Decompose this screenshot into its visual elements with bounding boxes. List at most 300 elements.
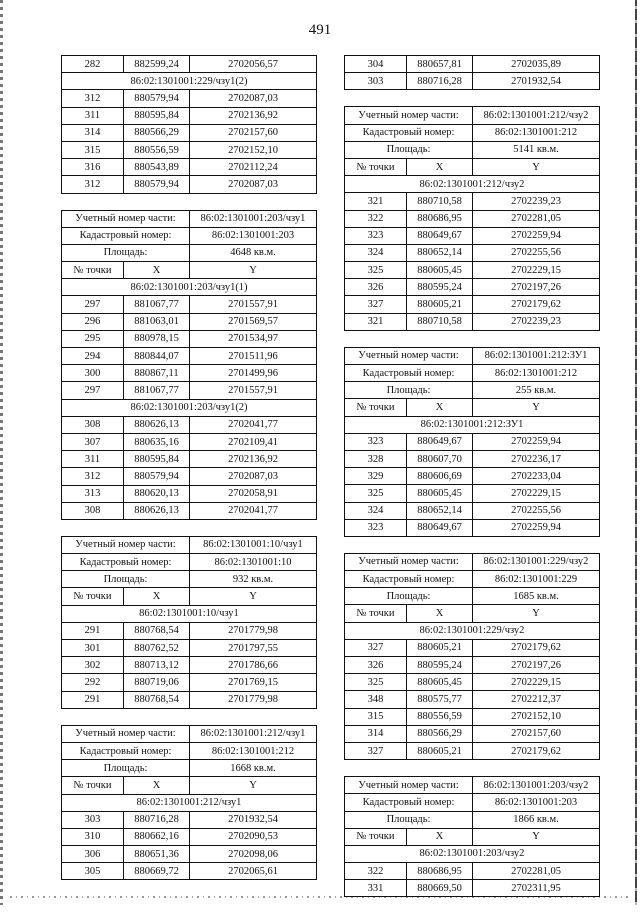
point-number-cell: 313 [62, 485, 124, 502]
point-number-cell: 321 [345, 193, 407, 210]
x-header: X [407, 828, 473, 845]
x-coordinate-cell: 880716,28 [124, 811, 190, 828]
y-coordinate-cell: 2702136,92 [190, 451, 317, 468]
y-coordinate-cell: 2702087,03 [190, 90, 317, 107]
table-row [345, 674, 600, 691]
part-number-label: Учетный номер части: [62, 725, 190, 742]
area-label: Площадь: [345, 588, 473, 605]
table-row [62, 365, 317, 382]
y-coordinate-cell: 2701932,54 [473, 73, 600, 90]
section-title: 86:02:1301001:229/чзу2 [345, 622, 600, 639]
y-coordinate-cell: 2701932,54 [190, 811, 317, 828]
x-coordinate-cell: 880595,24 [407, 657, 473, 674]
y-coordinate-cell: 2701786,66 [190, 657, 317, 674]
column-header-row [345, 158, 600, 175]
point-number-cell: 292 [62, 674, 124, 691]
table-row [345, 863, 600, 880]
y-coordinate-cell: 2701557,91 [190, 296, 317, 313]
y-coordinate-cell: 2702229,15 [473, 262, 600, 279]
x-coordinate-cell: 880595,24 [407, 279, 473, 296]
coordinate-table [344, 553, 600, 760]
x-coordinate-cell: 880716,28 [407, 73, 473, 90]
table-row [62, 846, 317, 863]
y-coordinate-cell: 2702179,62 [473, 742, 600, 759]
point-number-cell: 348 [345, 691, 407, 708]
y-coordinate-cell: 2701769,15 [190, 674, 317, 691]
table-row [345, 244, 600, 261]
point-number-cell: 312 [62, 176, 124, 193]
x-coordinate-cell: 881067,77 [124, 382, 190, 399]
left-column [61, 55, 316, 896]
table-row [62, 828, 317, 845]
y-coordinate-cell: 2702179,62 [473, 296, 600, 313]
x-coordinate-cell: 880844,07 [124, 348, 190, 365]
point-number-cell: 291 [62, 691, 124, 708]
x-coordinate-cell: 880768,54 [124, 622, 190, 639]
point-number-cell: 300 [62, 365, 124, 382]
table-row [62, 107, 317, 124]
x-coordinate-cell: 880657,81 [407, 56, 473, 73]
x-header: X [407, 158, 473, 175]
x-coordinate-cell: 880978,15 [124, 330, 190, 347]
y-coordinate-cell: 2702157,60 [190, 124, 317, 141]
cadastral-number-label: Кадастровый номер: [345, 794, 473, 811]
table-row [62, 468, 317, 485]
point-number-cell: 302 [62, 657, 124, 674]
part-number-label: Учетный номер части: [62, 210, 190, 227]
coordinate-table [61, 55, 317, 194]
table-row [62, 348, 317, 365]
table-row [345, 73, 600, 90]
section-title-row [345, 622, 600, 639]
part-number-label: Учетный номер части: [345, 107, 473, 124]
x-coordinate-cell: 880556,59 [407, 708, 473, 725]
y-coordinate-cell: 2702041,77 [190, 502, 317, 519]
x-coordinate-cell: 880605,45 [407, 485, 473, 502]
y-coordinate-cell: 2702259,94 [473, 433, 600, 450]
y-coordinate-cell: 2702311,95 [473, 880, 600, 897]
point-number-cell: 326 [345, 657, 407, 674]
area-value: 5141 кв.м. [473, 141, 600, 158]
x-coordinate-cell: 880605,45 [407, 262, 473, 279]
y-coordinate-cell: 2702281,05 [473, 210, 600, 227]
point-number-cell: 323 [345, 519, 407, 536]
section-title-row [62, 399, 317, 416]
y-coordinate-cell: 2701557,91 [190, 382, 317, 399]
y-coordinate-cell: 2702035,89 [473, 56, 600, 73]
x-coordinate-cell: 880595,84 [124, 451, 190, 468]
point-no-header: № точки [345, 605, 407, 622]
x-coordinate-cell: 880579,94 [124, 468, 190, 485]
y-coordinate-cell: 2702212,37 [473, 691, 600, 708]
y-coordinate-cell: 2702255,56 [473, 502, 600, 519]
y-coordinate-cell: 2702157,60 [473, 725, 600, 742]
y-header: Y [473, 828, 600, 845]
point-no-header: № точки [62, 588, 124, 605]
point-number-cell: 314 [345, 725, 407, 742]
y-header: Y [473, 399, 600, 416]
table-row [345, 880, 600, 897]
table-row [345, 708, 600, 725]
cadastral-number-label: Кадастровый номер: [62, 742, 190, 759]
table-row [345, 296, 600, 313]
table-row [62, 330, 317, 347]
x-coordinate-cell: 880605,21 [407, 296, 473, 313]
point-number-cell: 308 [62, 416, 124, 433]
section-title: 86:02:1301001:229/чзу1(2) [62, 73, 317, 90]
area-label: Площадь: [62, 244, 190, 261]
y-coordinate-cell: 2701511,96 [190, 348, 317, 365]
y-header: Y [473, 605, 600, 622]
point-number-cell: 297 [62, 296, 124, 313]
part-number-row [345, 107, 600, 124]
x-coordinate-cell: 880605,45 [407, 674, 473, 691]
part-number-row [345, 777, 600, 794]
point-number-cell: 327 [345, 639, 407, 656]
point-number-cell: 324 [345, 502, 407, 519]
cadastral-number-row [345, 571, 600, 588]
y-coordinate-cell: 2702179,62 [473, 639, 600, 656]
table-row [345, 468, 600, 485]
area-value: 255 кв.м. [473, 382, 600, 399]
point-number-cell: 323 [345, 433, 407, 450]
table-row [345, 193, 600, 210]
y-header: Y [190, 588, 317, 605]
area-value: 4648 кв.м. [190, 244, 317, 261]
cadastral-number-row [345, 365, 600, 382]
part-number-row [345, 553, 600, 570]
y-coordinate-cell: 2702098,06 [190, 846, 317, 863]
coordinate-table [344, 347, 600, 537]
section-title: 86:02:1301001:212/чзу1 [62, 794, 317, 811]
area-row [62, 571, 317, 588]
point-number-cell: 303 [62, 811, 124, 828]
point-number-cell: 307 [62, 433, 124, 450]
x-coordinate-cell: 880566,29 [407, 725, 473, 742]
section-title-row [62, 605, 317, 622]
point-number-cell: 327 [345, 742, 407, 759]
x-coordinate-cell: 880635,16 [124, 433, 190, 450]
coordinate-table [344, 776, 600, 897]
table-row [345, 502, 600, 519]
x-header: X [124, 588, 190, 605]
point-number-cell: 326 [345, 279, 407, 296]
table-row [62, 313, 317, 330]
part-number-value: 86:02:1301001:10/чзу1 [190, 536, 317, 553]
x-header: X [407, 399, 473, 416]
page-number: 491 [308, 22, 332, 38]
x-coordinate-cell: 880686,95 [407, 210, 473, 227]
point-number-cell: 304 [345, 56, 407, 73]
section-title: 86:02:1301001:203/чзу1(1) [62, 279, 317, 296]
section-title-row [62, 794, 317, 811]
cadastral-number-value: 86:02:1301001:212 [473, 365, 600, 382]
part-number-label: Учетный номер части: [345, 347, 473, 364]
section-title: 86:02:1301001:212:ЗУ1 [345, 416, 600, 433]
x-coordinate-cell: 880652,14 [407, 244, 473, 261]
x-coordinate-cell: 880762,52 [124, 640, 190, 657]
scan-left-edge [0, 0, 3, 905]
area-row [62, 244, 317, 261]
x-header: X [407, 605, 473, 622]
x-coordinate-cell: 880651,36 [124, 846, 190, 863]
column-header-row [62, 588, 317, 605]
x-coordinate-cell: 880605,21 [407, 639, 473, 656]
point-no-header: № точки [62, 777, 124, 794]
area-value: 1685 кв.м. [473, 588, 600, 605]
point-number-cell: 322 [345, 210, 407, 227]
y-coordinate-cell: 2702255,56 [473, 244, 600, 261]
x-coordinate-cell: 880768,54 [124, 691, 190, 708]
column-header-row [345, 605, 600, 622]
y-coordinate-cell: 2702233,04 [473, 468, 600, 485]
section-title: 86:02:1301001:203/чзу2 [345, 845, 600, 862]
cadastral-number-label: Кадастровый номер: [62, 554, 190, 571]
table-row [62, 56, 317, 73]
x-coordinate-cell: 880579,94 [124, 176, 190, 193]
cadastral-number-value: 86:02:1301001:203 [473, 794, 600, 811]
table-row [62, 811, 317, 828]
table-row [62, 433, 317, 450]
x-coordinate-cell: 881067,77 [124, 296, 190, 313]
table-row [345, 519, 600, 536]
y-coordinate-cell: 2702152,10 [473, 708, 600, 725]
table-row [62, 382, 317, 399]
table-row [62, 296, 317, 313]
cadastral-number-value: 86:02:1301001:212 [190, 742, 317, 759]
y-coordinate-cell: 2702109,41 [190, 433, 317, 450]
part-number-row [62, 210, 317, 227]
x-coordinate-cell: 881063,01 [124, 313, 190, 330]
part-number-label: Учетный номер части: [345, 777, 473, 794]
x-coordinate-cell: 880652,14 [407, 502, 473, 519]
table-row [345, 742, 600, 759]
y-coordinate-cell: 2702112,24 [190, 159, 317, 176]
coordinate-table [61, 210, 317, 520]
x-coordinate-cell: 880713,12 [124, 657, 190, 674]
point-number-cell: 325 [345, 485, 407, 502]
table-row [62, 451, 317, 468]
cadastral-number-row [345, 124, 600, 141]
part-number-label: Учетный номер части: [345, 553, 473, 570]
point-number-cell: 310 [62, 828, 124, 845]
section-title-row [345, 845, 600, 862]
area-row [345, 811, 600, 828]
point-number-cell: 282 [62, 56, 124, 73]
area-row [345, 382, 600, 399]
x-coordinate-cell: 882599,24 [124, 56, 190, 73]
point-no-header: № точки [345, 399, 407, 416]
part-number-value: 86:02:1301001:203/чзу1 [190, 210, 317, 227]
point-number-cell: 314 [62, 124, 124, 141]
x-coordinate-cell: 880686,95 [407, 863, 473, 880]
table-row [62, 657, 317, 674]
y-header: Y [190, 262, 317, 279]
cadastral-number-row [62, 554, 317, 571]
cadastral-number-value: 86:02:1301001:203 [190, 227, 317, 244]
cadastral-number-label: Кадастровый номер: [345, 124, 473, 141]
y-coordinate-cell: 2702056,57 [190, 56, 317, 73]
point-no-header: № точки [345, 828, 407, 845]
point-number-cell: 306 [62, 846, 124, 863]
cadastral-number-row [345, 794, 600, 811]
x-coordinate-cell: 880662,16 [124, 828, 190, 845]
section-title-row [345, 416, 600, 433]
area-row [345, 588, 600, 605]
point-number-cell: 316 [62, 159, 124, 176]
scan-right-edge [635, 0, 637, 905]
part-number-value: 86:02:1301001:229/чзу2 [473, 553, 600, 570]
y-header: Y [190, 777, 317, 794]
point-number-cell: 315 [62, 141, 124, 158]
area-label: Площадь: [345, 141, 473, 158]
part-number-value: 86:02:1301001:212/чзу1 [190, 725, 317, 742]
point-number-cell: 296 [62, 313, 124, 330]
x-coordinate-cell: 880719,06 [124, 674, 190, 691]
point-number-cell: 325 [345, 674, 407, 691]
section-title-row [62, 73, 317, 90]
point-number-cell: 311 [62, 451, 124, 468]
point-number-cell: 312 [62, 90, 124, 107]
x-coordinate-cell: 880620,13 [124, 485, 190, 502]
section-title-row [345, 176, 600, 193]
y-coordinate-cell: 2702041,77 [190, 416, 317, 433]
point-number-cell: 308 [62, 502, 124, 519]
x-coordinate-cell: 880556,59 [124, 141, 190, 158]
part-number-row [62, 725, 317, 742]
table-row [62, 863, 317, 880]
y-coordinate-cell: 2702236,17 [473, 450, 600, 467]
part-number-value: 86:02:1301001:212/чзу2 [473, 107, 600, 124]
area-value: 932 кв.м. [190, 571, 317, 588]
point-number-cell: 322 [345, 863, 407, 880]
section-title-row [62, 279, 317, 296]
x-coordinate-cell: 880595,84 [124, 107, 190, 124]
y-coordinate-cell: 2702090,53 [190, 828, 317, 845]
area-label: Площадь: [345, 382, 473, 399]
point-number-cell: 324 [345, 244, 407, 261]
point-number-cell: 303 [345, 73, 407, 90]
point-number-cell: 305 [62, 863, 124, 880]
table-row [62, 674, 317, 691]
area-label: Площадь: [345, 811, 473, 828]
cadastral-number-row [62, 227, 317, 244]
part-number-value: 86:02:1301001:212:ЗУ1 [473, 347, 600, 364]
column-header-row [62, 777, 317, 794]
y-coordinate-cell: 2701797,55 [190, 640, 317, 657]
column-header-row [345, 399, 600, 416]
table-row [62, 640, 317, 657]
y-coordinate-cell: 2702197,26 [473, 279, 600, 296]
cadastral-number-label: Кадастровый номер: [345, 571, 473, 588]
area-row [62, 760, 317, 777]
area-label: Площадь: [62, 760, 190, 777]
y-coordinate-cell: 2701499,96 [190, 365, 317, 382]
column-header-row [62, 262, 317, 279]
table-row [345, 262, 600, 279]
point-number-cell: 311 [62, 107, 124, 124]
table-row [62, 502, 317, 519]
y-coordinate-cell: 2702239,23 [473, 193, 600, 210]
x-coordinate-cell: 880710,58 [407, 193, 473, 210]
part-number-label: Учетный номер части: [62, 536, 190, 553]
x-coordinate-cell: 880669,72 [124, 863, 190, 880]
table-row [62, 691, 317, 708]
x-coordinate-cell: 880626,13 [124, 416, 190, 433]
y-coordinate-cell: 2702259,94 [473, 519, 600, 536]
point-number-cell: 294 [62, 348, 124, 365]
part-number-row [345, 347, 600, 364]
y-coordinate-cell: 2702229,15 [473, 485, 600, 502]
x-coordinate-cell: 880607,70 [407, 450, 473, 467]
x-coordinate-cell: 880606,69 [407, 468, 473, 485]
table-row [345, 56, 600, 73]
point-number-cell: 325 [345, 262, 407, 279]
coordinate-table [344, 55, 600, 90]
x-coordinate-cell: 880649,67 [407, 519, 473, 536]
y-coordinate-cell: 2702197,26 [473, 657, 600, 674]
cadastral-number-value: 86:02:1301001:212 [473, 124, 600, 141]
section-title: 86:02:1301001:10/чзу1 [62, 605, 317, 622]
right-column [344, 55, 599, 913]
table-row [345, 485, 600, 502]
cadastral-number-label: Кадастровый номер: [345, 365, 473, 382]
cadastral-number-row [62, 742, 317, 759]
point-number-cell: 291 [62, 622, 124, 639]
column-header-row [345, 828, 600, 845]
x-coordinate-cell: 880566,29 [124, 124, 190, 141]
point-number-cell: 295 [62, 330, 124, 347]
y-coordinate-cell: 2702229,15 [473, 674, 600, 691]
x-header: X [124, 777, 190, 794]
point-number-cell: 328 [345, 450, 407, 467]
area-value: 1866 кв.м. [473, 811, 600, 828]
x-coordinate-cell: 880575,77 [407, 691, 473, 708]
table-row [62, 485, 317, 502]
cadastral-number-label: Кадастровый номер: [62, 227, 190, 244]
section-title: 86:02:1301001:212/чзу2 [345, 176, 600, 193]
table-row [62, 416, 317, 433]
table-row [62, 176, 317, 193]
y-coordinate-cell: 2701534,97 [190, 330, 317, 347]
x-header: X [124, 262, 190, 279]
x-coordinate-cell: 880626,13 [124, 502, 190, 519]
y-coordinate-cell: 2702239,23 [473, 313, 600, 330]
x-coordinate-cell: 880543,89 [124, 159, 190, 176]
part-number-row [62, 536, 317, 553]
y-coordinate-cell: 2702058,91 [190, 485, 317, 502]
y-coordinate-cell: 2702087,03 [190, 468, 317, 485]
part-number-value: 86:02:1301001:203/чзу2 [473, 777, 600, 794]
table-row [345, 639, 600, 656]
table-row [62, 124, 317, 141]
cadastral-number-value: 86:02:1301001:229 [473, 571, 600, 588]
point-number-cell: 321 [345, 313, 407, 330]
point-number-cell: 312 [62, 468, 124, 485]
area-value: 1668 кв.м. [190, 760, 317, 777]
x-coordinate-cell: 880649,67 [407, 433, 473, 450]
coordinate-table [61, 725, 317, 881]
point-number-cell: 301 [62, 640, 124, 657]
y-header: Y [473, 158, 600, 175]
x-coordinate-cell: 880669,50 [407, 880, 473, 897]
point-number-cell: 315 [345, 708, 407, 725]
section-title: 86:02:1301001:203/чзу1(2) [62, 399, 317, 416]
y-coordinate-cell: 2702136,92 [190, 107, 317, 124]
table-row [345, 227, 600, 244]
table-row [345, 210, 600, 227]
point-number-cell: 329 [345, 468, 407, 485]
